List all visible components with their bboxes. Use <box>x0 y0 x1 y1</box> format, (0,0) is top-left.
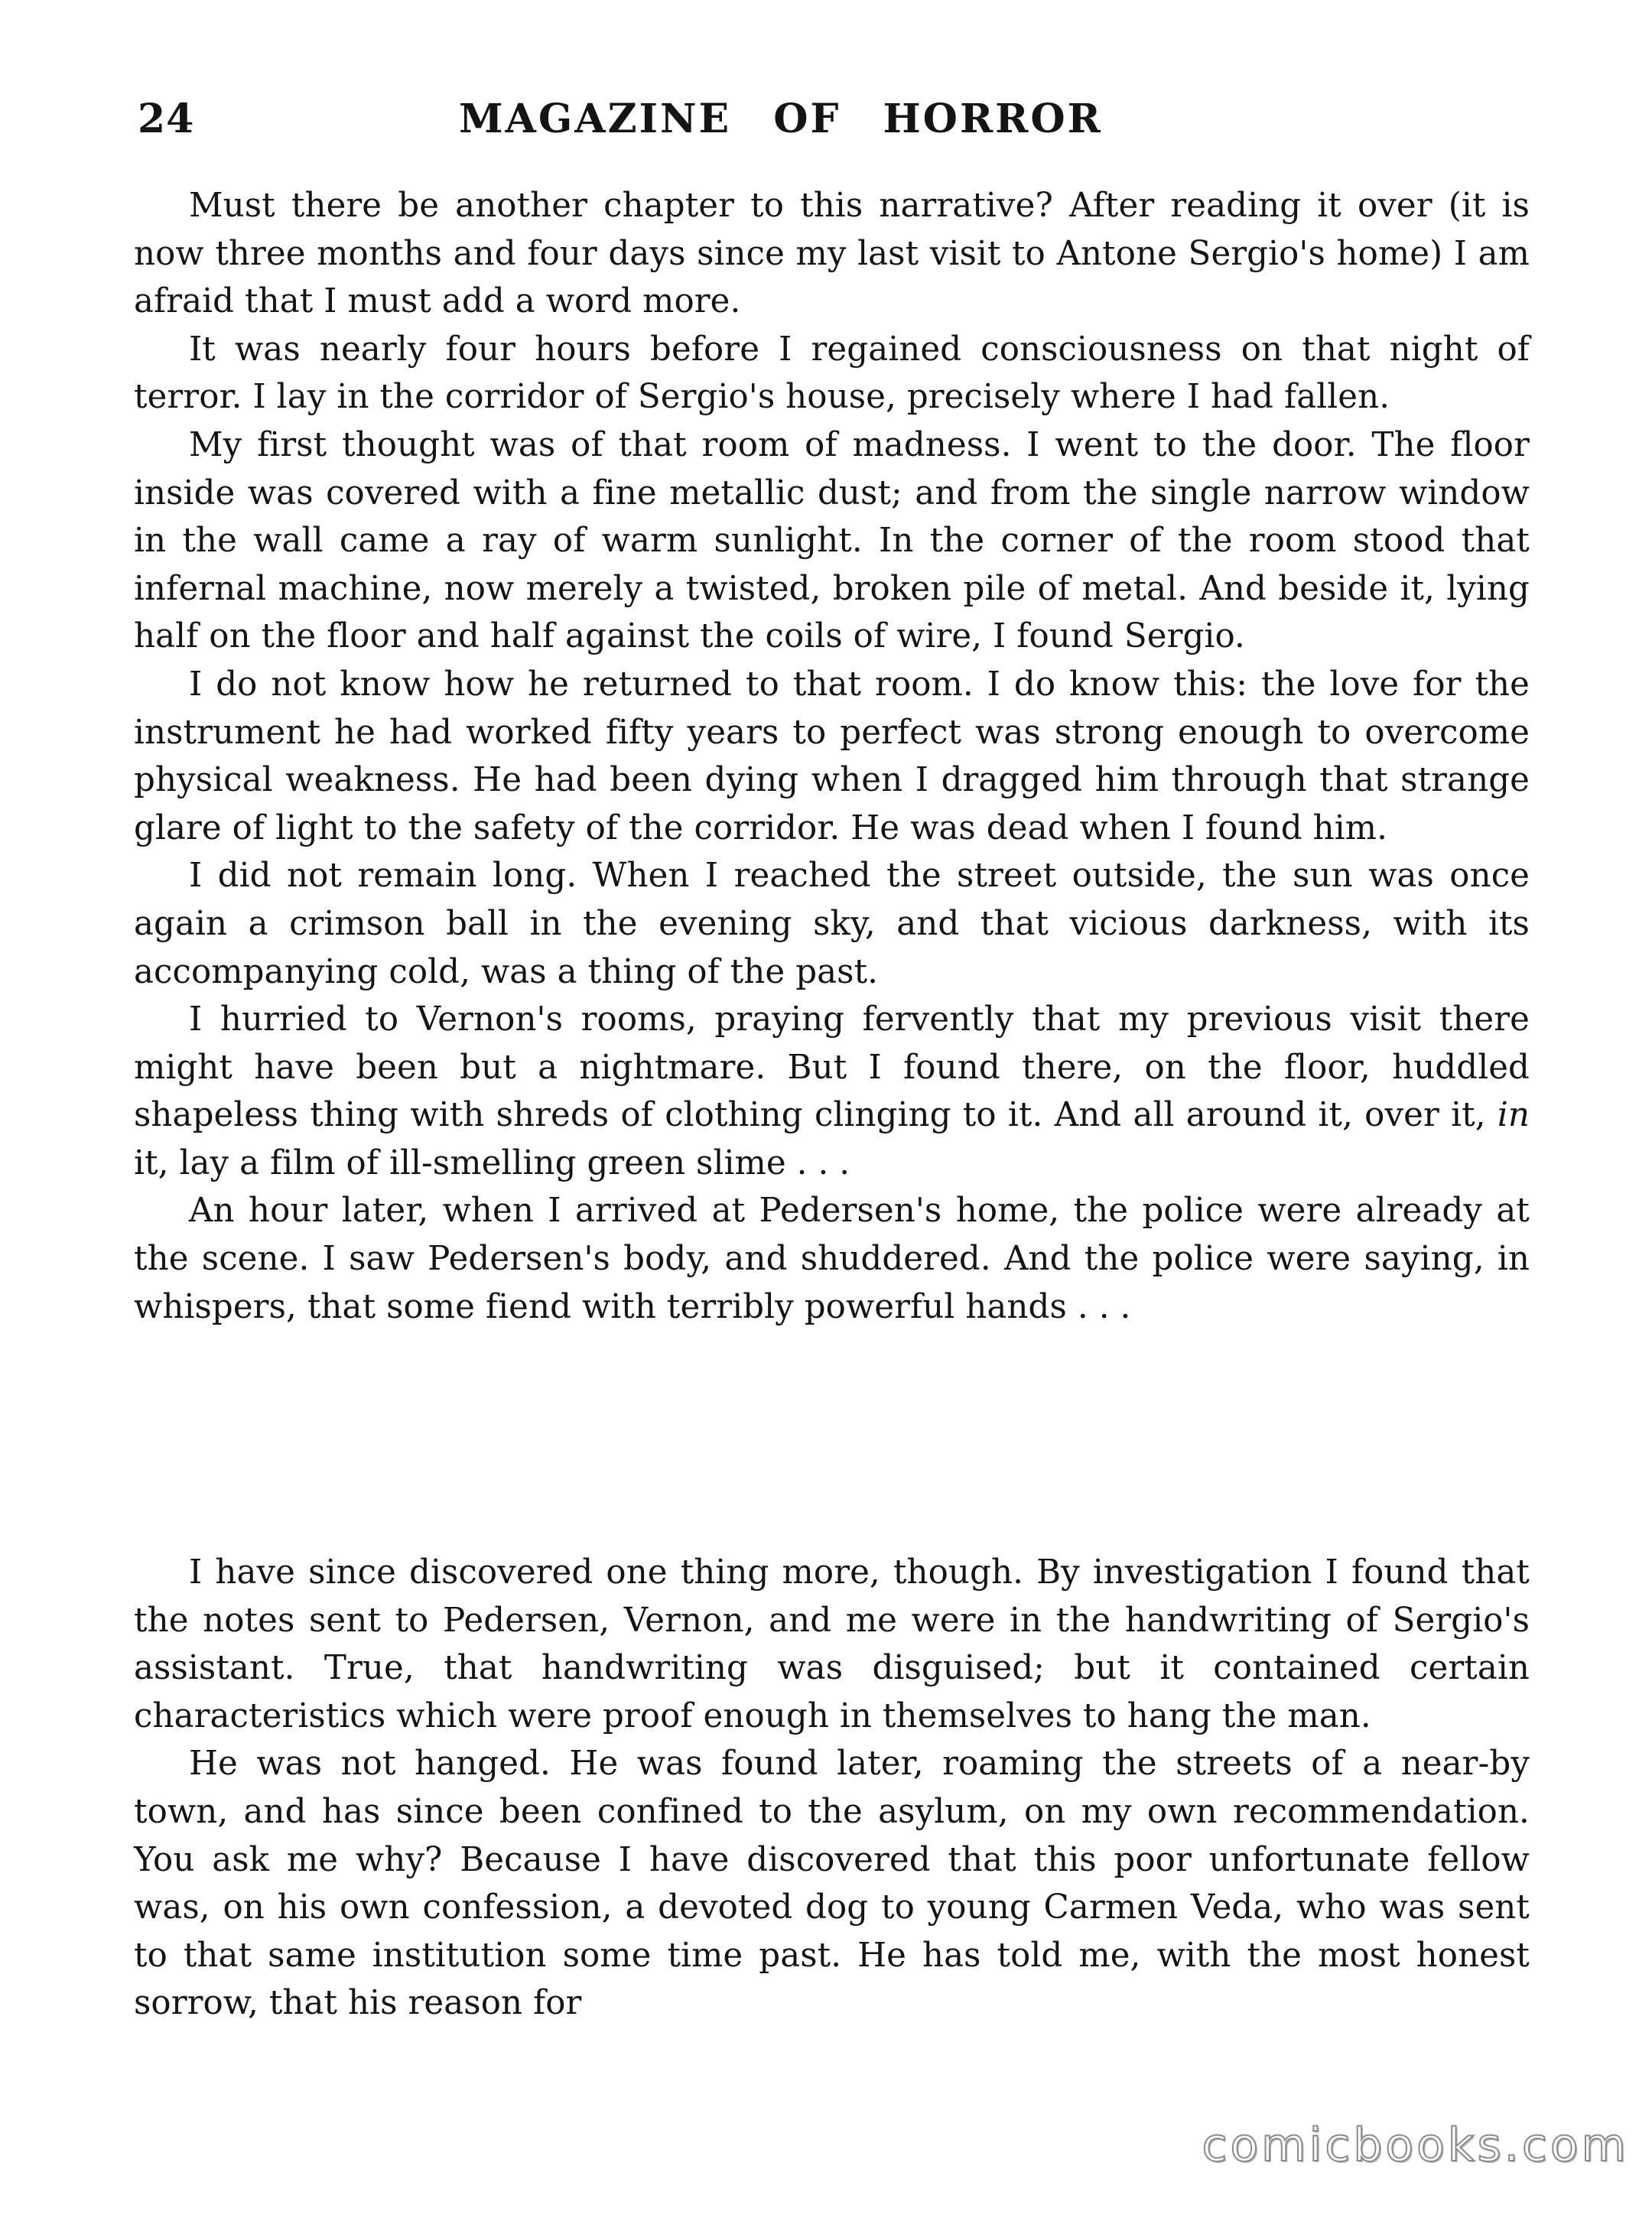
text-section-first <box>134 182 1530 1331</box>
paragraph-2: It was nearly four hours before I regained consciousness on that night of terror. I lay in the corridor of Sergio's house, precisely where I had fallen. <box>134 330 1530 417</box>
page-header <box>138 96 1530 157</box>
page-number: 24 <box>138 96 195 142</box>
text-section-second <box>134 1549 1530 2028</box>
paragraph-6-emphasis: in <box>1497 1096 1530 1135</box>
paragraph-3: My first thought was of that room of madness. I went to the door. The floor inside was covered with a fine metallic dust; and from the single narrow window in the wall came a ray of warm sunlight. In the corner of the room stood that infernal machine, now merely a twisted, broken pile of metal. And beside it, lying half on the floor and half against the coils of wire, I found Sergio. <box>134 425 1530 656</box>
paragraph-4: I do not know how he returned to that room. I do know this: the love for the instrument he had worked fifty years to perfect was strong enough to overcome physical weakness. He had been dying when I dragged him through that strange glare of light to the safety of the corridor. He was dead when I found him. <box>134 665 1530 847</box>
paragraph-1: Must there be another chapter to this narrative? After reading it over (it is now three months and four days since my last visit to Antone Sergio's home) I am afraid that I must add a word more. <box>134 187 1530 321</box>
paragraph-6-text-after: it, lay a film of ill-smelling green slime . . . <box>134 1143 850 1182</box>
running-title: MAGAZINE OF HORROR <box>459 96 1103 142</box>
paragraph-6 <box>134 996 1530 1187</box>
paragraph-8: I have since discovered one thing more, though. By investigation I found that the notes sent to Pedersen, Vernon, and me were in the handwriting of Sergio's assistant. True, that handwriting was disguised; but it contained certain characteristics which were proof enough in themselves to hang the man. <box>134 1553 1530 1735</box>
site-watermark: comicbooks.com <box>1202 2119 1629 2172</box>
paragraph-7: An hour later, when I arrived at Pedersen's home, the police were already at the scene. I saw Pedersen's body, and shuddered. And the police were saying, in whispers, that some fiend with terribly powerful hands . . . <box>134 1192 1530 1326</box>
paragraph-9: He was not hanged. He was found later, roaming the streets of a near-by town, and has since been confined to the asylum, on my own recommendation. You ask me why? Because I have discovered that this poor unfortunate fellow was, on his own confession, a devoted dog to young Carmen Veda, who was sent to that same institution some time past. He has told me, with the most honest sorrow, that his reason for <box>134 1745 1530 2023</box>
paragraph-5: I did not remain long. When I reached the street outside, the sun was once again a crimson ball in the evening sky, and that vicious darkness, with its accompanying cold, was a thing of the past. <box>134 857 1530 991</box>
paragraph-6-text-before: I hurried to Vernon's rooms, praying fervently that my previous visit there might have been but a nightmare. But I found there, on the floor, huddled shapeless thing with shreds of clothing clinging to it. And all around it, over it, <box>134 1000 1530 1135</box>
